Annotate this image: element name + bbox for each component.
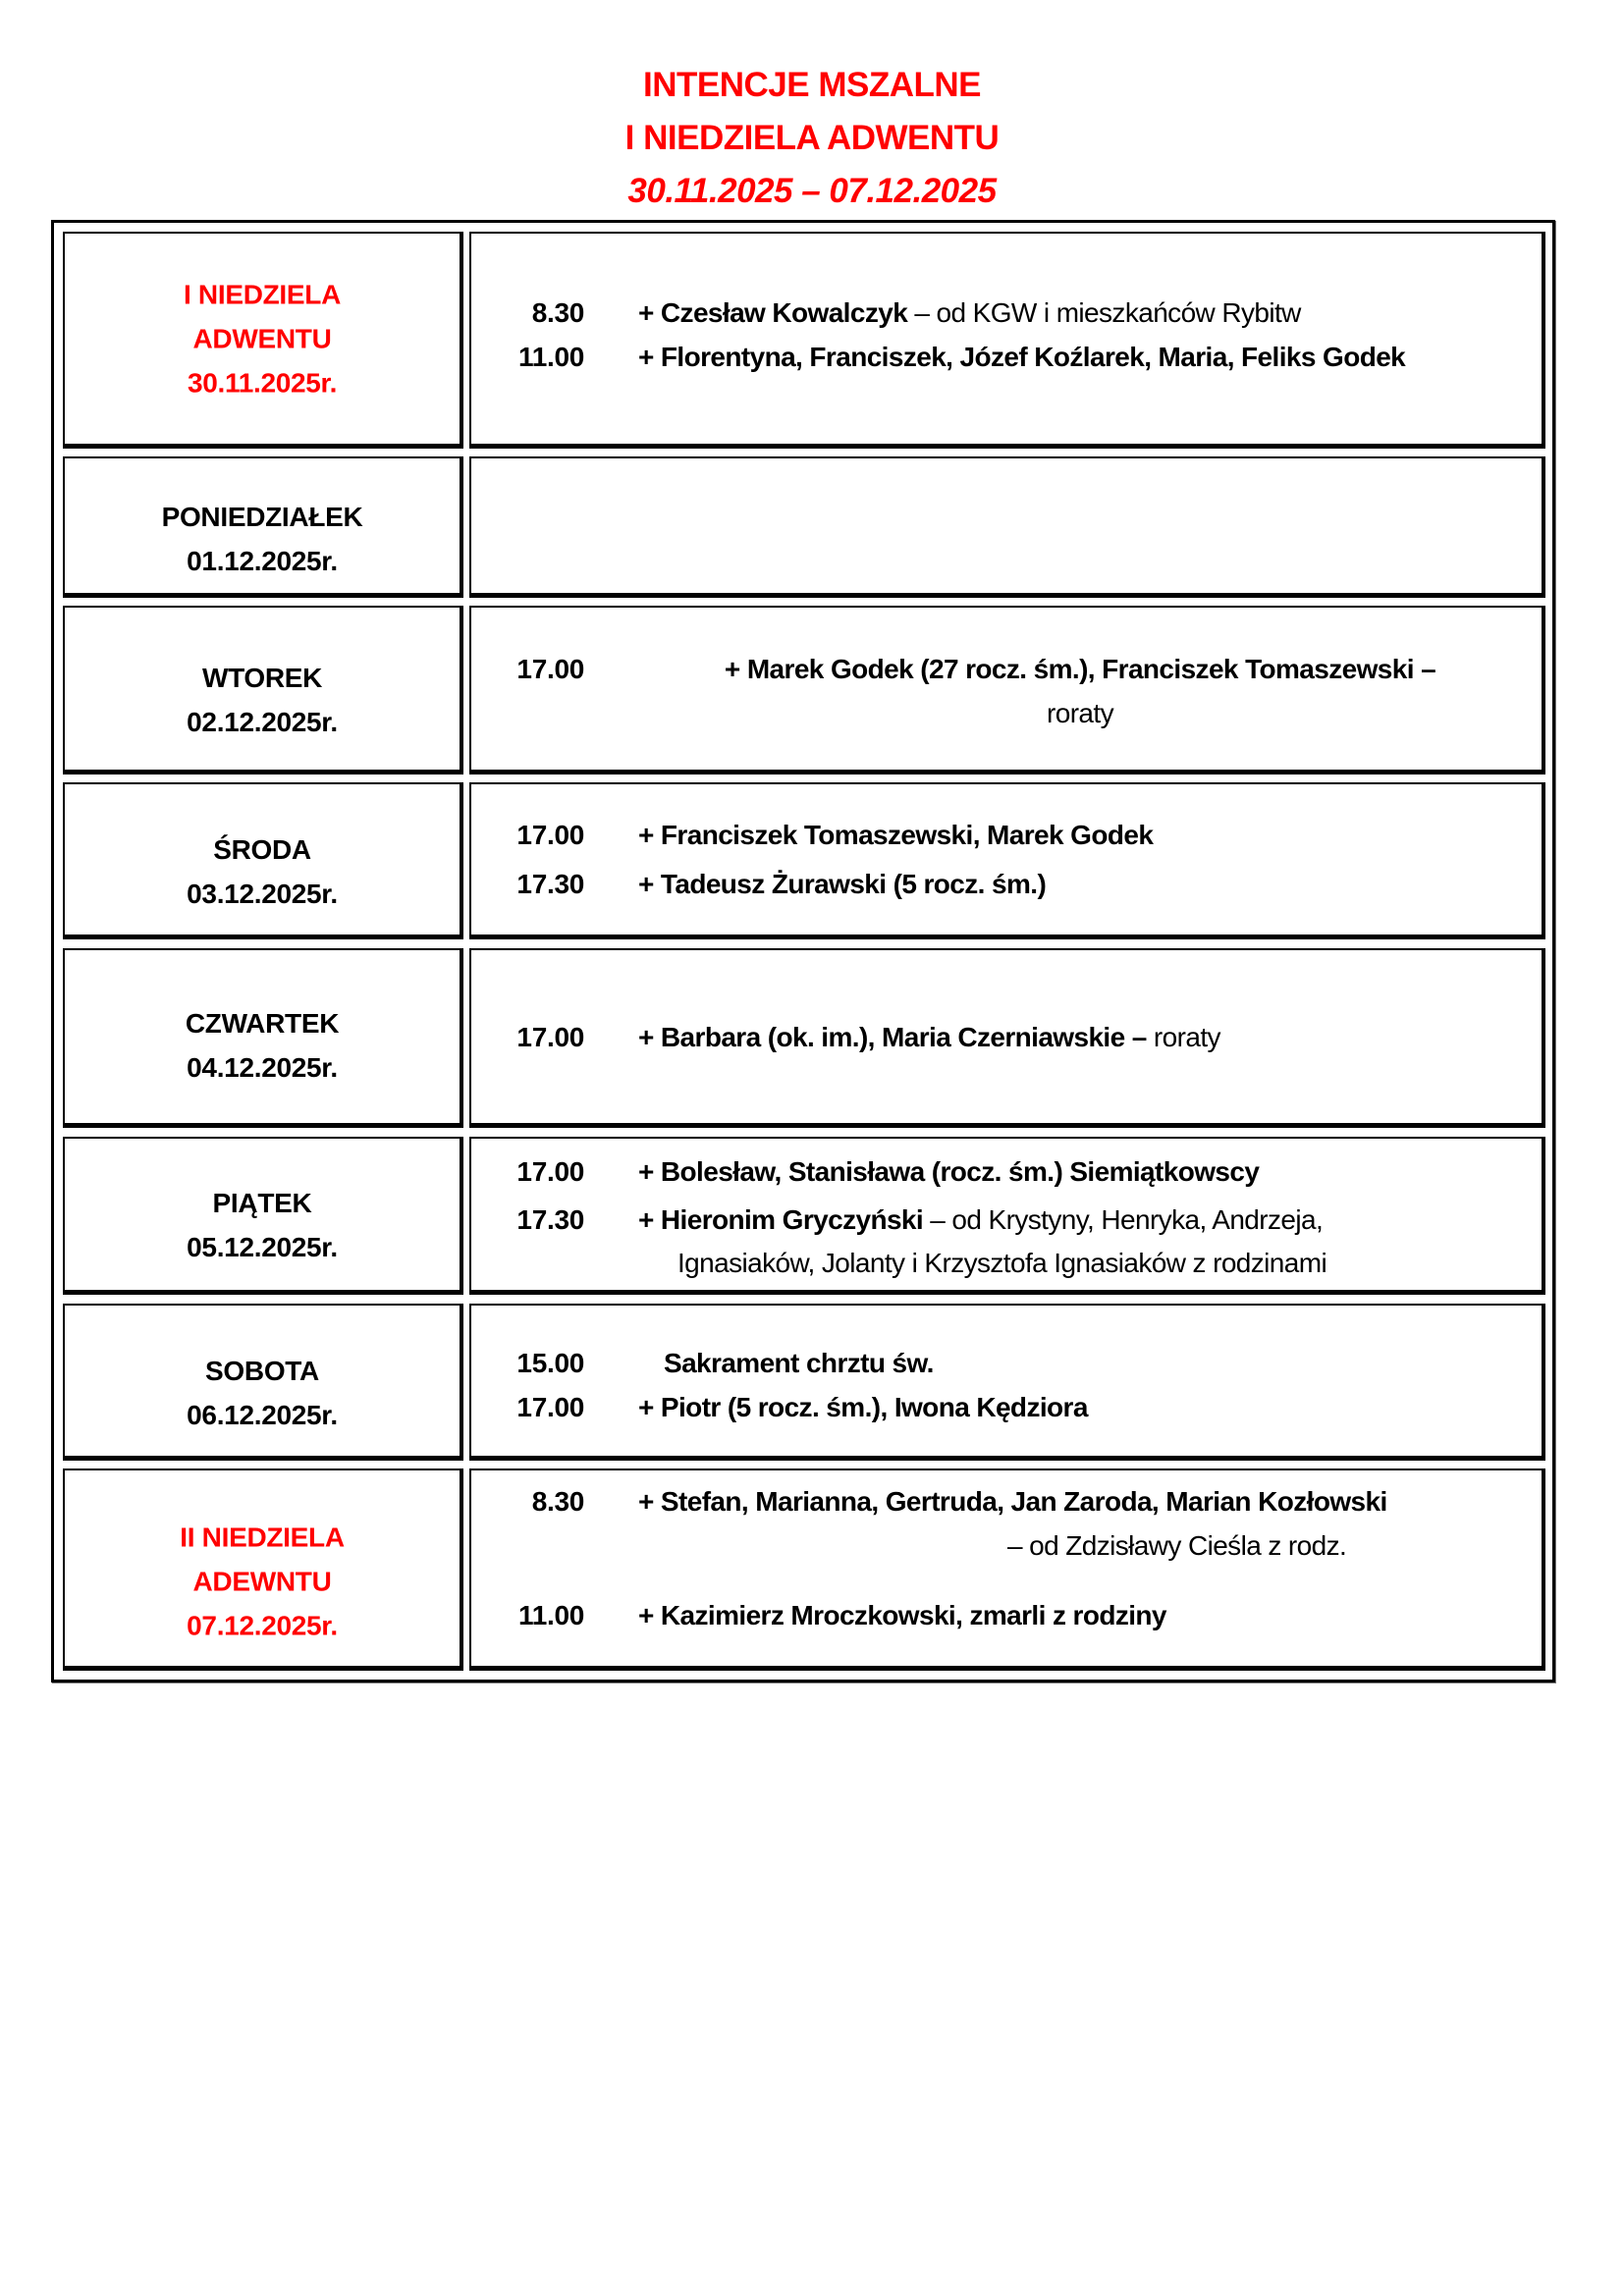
day-cell [63, 948, 463, 1128]
day-name: II NIEDZIELA [180, 1522, 345, 1553]
day-date: 07.12.2025r. [187, 1610, 338, 1641]
day-cell [63, 1304, 463, 1461]
day-cell [63, 606, 463, 774]
day-name: SOBOTA [205, 1355, 319, 1386]
mass-time: 17.00 [516, 1022, 584, 1052]
date-range: 30.11.2025 – 07.12.2025 [627, 172, 997, 210]
day-cell [63, 1468, 463, 1671]
intentions-cell [469, 232, 1545, 449]
intention-note: roraty [1047, 698, 1113, 728]
day-name: PIĄTEK [212, 1187, 312, 1218]
intention-names: Sakrament chrztu św. [664, 1348, 934, 1378]
day-name: I NIEDZIELA [183, 279, 342, 310]
mass-time: 17.30 [516, 1204, 584, 1235]
intention-text [638, 1021, 1220, 1054]
day-name: WTOREK [201, 663, 323, 694]
intentions-cell [469, 606, 1545, 774]
intentions-cell [469, 456, 1545, 598]
intentions-cell [469, 1468, 1545, 1671]
intention-text [638, 296, 1301, 330]
mass-time: 15.00 [516, 1348, 584, 1378]
day-date: 30.11.2025r. [187, 367, 338, 399]
day-name: ŚRODA [213, 833, 311, 865]
day-date: 05.12.2025r. [187, 1231, 338, 1262]
day-name: PONIEDZIAŁEK [161, 502, 363, 533]
day-date: 04.12.2025r. [187, 1051, 338, 1083]
day-date: 06.12.2025r. [187, 1399, 338, 1430]
day-label [65, 828, 460, 916]
intention-names: + Hieronim Gryczyński [638, 1204, 924, 1235]
day-label [65, 1181, 460, 1269]
intention-note-continuation: – od Zdzisławy Cieśla z rodz. [1007, 1530, 1347, 1561]
intentions-cell [469, 782, 1545, 939]
day-label [65, 1001, 460, 1090]
intention-names: + Florentyna, Franciszek, Józef Koźlarek, Maria, Feliks Godek [638, 342, 1406, 372]
mass-time: 17.00 [516, 820, 584, 850]
day-label [65, 273, 460, 405]
day-cell [63, 232, 463, 449]
intention-names: + Marek Godek (27 rocz. śm.), Franciszek Tomaszewski – [724, 654, 1436, 684]
mass-time: 17.30 [516, 869, 584, 899]
intention-note: – od Krystyny, Henryka, Andrzeja, [923, 1204, 1324, 1235]
day-date: 03.12.2025r. [187, 878, 338, 909]
intention-names: + Piotr (5 rocz. śm.), Iwona Kędziora [638, 1392, 1088, 1422]
mass-time: 17.00 [516, 1156, 584, 1187]
intention-names: + Barbara (ok. im.), Maria Czerniawskie – [638, 1022, 1147, 1052]
intention-note-continuation: Ignasiaków, Jolanty i Krzysztofa Ignasiaków z rodzinami [677, 1248, 1327, 1278]
document-subtitle: I NIEDZIELA ADWENTU [624, 119, 1000, 157]
intention-text [638, 341, 1405, 374]
day-name: ADWENTU [192, 323, 332, 354]
intentions-cell [469, 948, 1545, 1128]
day-cell [63, 782, 463, 939]
intention-names: + Stefan, Marianna, Gertruda, Jan Zaroda, Marian Kozłowski [638, 1486, 1387, 1517]
day-name: CZWARTEK [185, 1007, 340, 1039]
mass-time: 8.30 [531, 297, 584, 328]
day-label [65, 1349, 460, 1437]
mass-time: 17.00 [516, 654, 584, 684]
intention-names: + Franciszek Tomaszewski, Marek Godek [638, 820, 1154, 850]
mass-time: 17.00 [516, 1392, 584, 1422]
intention-names: + Bolesław, Stanisława (rocz. śm.) Siemiątkowscy [638, 1156, 1260, 1187]
intention-note: – od KGW i mieszkańców Rybitw [907, 297, 1301, 328]
mass-time: 11.00 [517, 342, 584, 372]
day-label [65, 1516, 460, 1648]
intention-names: + Tadeusz Żurawski (5 rocz. śm.) [638, 869, 1047, 899]
day-date: 02.12.2025r. [187, 707, 338, 738]
day-cell [63, 1137, 463, 1295]
intention-text [638, 1203, 1323, 1237]
intentions-cell [469, 1304, 1545, 1461]
intention-names: + Kazimierz Mroczkowski, zmarli z rodziny [638, 1600, 1166, 1630]
document-title: INTENCJE MSZALNE [643, 66, 981, 104]
day-name: ADEWNTU [192, 1566, 332, 1597]
intention-note: roraty [1146, 1022, 1220, 1052]
day-label [65, 656, 460, 744]
day-cell [63, 456, 463, 598]
intention-names: + Czesław Kowalczyk [638, 297, 908, 328]
intentions-cell [469, 1137, 1545, 1295]
mass-time: 8.30 [531, 1486, 584, 1517]
day-date: 01.12.2025r. [187, 546, 338, 577]
mass-time: 11.00 [517, 1600, 584, 1630]
day-label [65, 495, 460, 583]
